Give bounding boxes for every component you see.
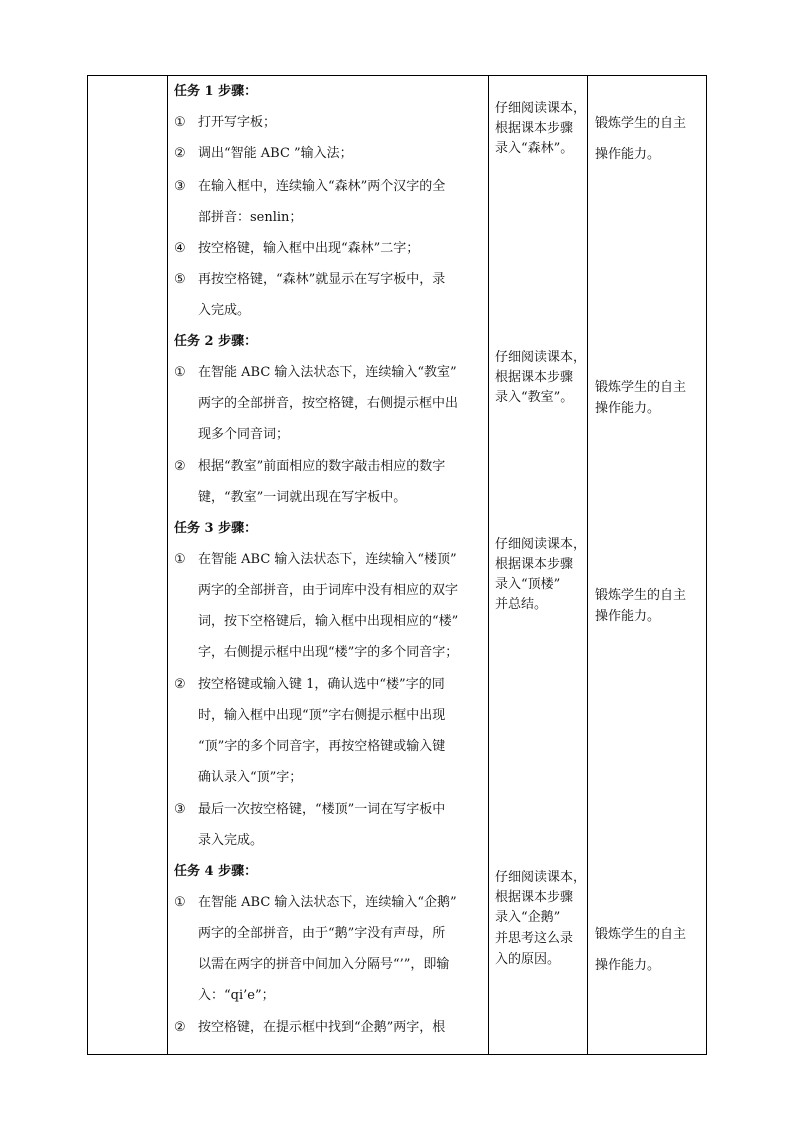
task-1-step-4-line-1: 按空格键，输入框中出现“森林”二字；: [198, 241, 420, 256]
task-2-goal-line-2: 操作能力。: [595, 401, 661, 416]
task-3-step-3-line-1: 最后一次按空格键，“楼顶”一词在写字板中: [198, 802, 446, 817]
task-3-student-line-1: 仔细阅读课本，: [495, 537, 587, 552]
task-1-title: 任务 1 步骤：: [174, 84, 258, 99]
task-4-student-line-2: 根据课本步骤: [495, 890, 574, 905]
task-3-step-3-line-2: 录入完成。: [198, 833, 264, 848]
task-4-student-line-4: 并思考这么录: [495, 931, 574, 946]
table-top-border: [87, 75, 706, 76]
table-bottom-border: [87, 1054, 706, 1055]
task-3-step-2-line-4: 确认录入“顶”字；: [198, 770, 303, 785]
task-3-step-1-line-3: 词，按下空格键后，输入框中出现相应的“楼”: [198, 614, 459, 629]
task-1-goal-line-2: 操作能力。: [595, 147, 661, 162]
task-2-student-line-1: 仔细阅读课本，: [495, 350, 587, 365]
task-1-goal-line-1: 锻炼学生的自主: [595, 116, 687, 131]
task-3-step-1-line-1: 在智能 ABC 输入法状态下，连续输入“楼顶”: [198, 552, 457, 567]
task-2-step-1-line-1: 在智能 ABC 输入法状态下，连续输入“教室”: [198, 365, 457, 380]
task-1-step-3-line-2: 部拼音：senlin；: [198, 210, 303, 225]
task-4-student-line-3: 录入“企鹅”: [495, 910, 561, 925]
task-1-step-2-num: ②: [174, 146, 186, 161]
task-4-step-1-num: ①: [174, 895, 186, 910]
table-divider-1: [167, 75, 168, 1055]
task-3-step-1-num: ①: [174, 552, 186, 567]
task-1-student-line-2: 根据课本步骤: [495, 121, 574, 136]
task-3-step-1-line-4: 字，右侧提示框中出现“楼”字的多个同音字；: [198, 645, 459, 660]
task-4-step-1-line-1: 在智能 ABC 输入法状态下，连续输入“企鹅”: [198, 895, 457, 910]
task-4-student-line-1: 仔细阅读课本，: [495, 870, 587, 885]
task-1-step-5-line-1: 再按空格键，“森林”就显示在写字板中，录: [198, 272, 446, 287]
task-4-step-2-num: ②: [174, 1020, 186, 1035]
table-divider-3: [587, 75, 588, 1055]
task-3-title: 任务 3 步骤：: [174, 521, 258, 536]
task-1-step-2-line-1: 调出“智能 ABC ”输入法；: [198, 146, 353, 161]
task-3-student-line-2: 根据课本步骤: [495, 557, 574, 572]
task-4-step-1-line-3: 以需在两字的拼音中间加入分隔号“’”，即输: [198, 957, 450, 972]
task-3-step-2-line-2: 时，输入框中出现“顶”字右侧提示框中出现: [198, 708, 446, 723]
task-2-step-2-line-2: 键，“教室”一词就出现在写字板中。: [198, 490, 407, 505]
task-3-step-2-line-1: 按空格键或输入键 1，确认选中“楼”字的同: [198, 677, 445, 692]
task-4-goal-line-2: 操作能力。: [595, 958, 661, 973]
task-3-step-2-line-3: “顶”字的多个同音字，再按空格键或输入键: [198, 739, 446, 754]
task-3-step-1-line-2: 两字的全部拼音，由于词库中没有相应的双字: [198, 583, 459, 598]
task-2-step-1-num: ①: [174, 365, 186, 380]
task-2-step-2-line-1: 根据“教室”前面相应的数字敲击相应的数字: [198, 459, 446, 474]
task-4-step-2-line-1: 按空格键，在提示框中找到“企鹅”两字，根: [198, 1020, 446, 1035]
task-1-step-1-num: ①: [174, 115, 186, 130]
task-1-step-3-line-1: 在输入框中，连续输入“森林”两个汉字的全: [198, 179, 446, 194]
table-border-right: [706, 75, 707, 1055]
task-1-step-5-num: ⑤: [174, 272, 186, 287]
task-4-step-1-line-4: 入：“qi’e”；: [198, 988, 275, 1003]
task-3-goal-line-2: 操作能力。: [595, 609, 661, 624]
task-1-step-1-line-1: 打开写字板；: [198, 115, 277, 130]
task-4-student-line-5: 入的原因。: [495, 952, 561, 967]
task-4-title: 任务 4 步骤：: [174, 864, 258, 879]
task-2-student-line-2: 根据课本步骤: [495, 370, 574, 385]
task-2-step-1-line-3: 现多个同音词；: [198, 427, 290, 442]
task-3-step-3-num: ③: [174, 802, 186, 817]
task-3-goal-line-1: 锻炼学生的自主: [595, 588, 687, 603]
task-1-student-line-1: 仔细阅读课本，: [495, 101, 587, 116]
task-4-goal-line-1: 锻炼学生的自主: [595, 927, 687, 942]
task-2-step-2-num: ②: [174, 459, 186, 474]
task-1-step-3-num: ③: [174, 179, 186, 194]
task-2-student-line-3: 录入“教室”。: [495, 390, 574, 405]
task-1-step-5-line-2: 入完成。: [198, 303, 251, 318]
table-border-left: [87, 75, 88, 1055]
task-4-step-1-line-2: 两字的全部拼音，由于“鹅”字没有声母，所: [198, 926, 446, 941]
task-2-title: 任务 2 步骤：: [174, 334, 258, 349]
table-divider-2: [488, 75, 489, 1055]
task-2-step-1-line-2: 两字的全部拼音，按空格键，右侧提示框中出: [198, 396, 459, 411]
task-3-step-2-num: ②: [174, 677, 186, 692]
task-3-student-line-3: 录入“顶楼”: [495, 577, 561, 592]
task-1-student-line-3: 录入“森林”。: [495, 141, 574, 156]
task-3-student-line-4: 并总结。: [495, 597, 548, 612]
task-2-goal-line-1: 锻炼学生的自主: [595, 380, 687, 395]
task-1-step-4-num: ④: [174, 241, 186, 256]
